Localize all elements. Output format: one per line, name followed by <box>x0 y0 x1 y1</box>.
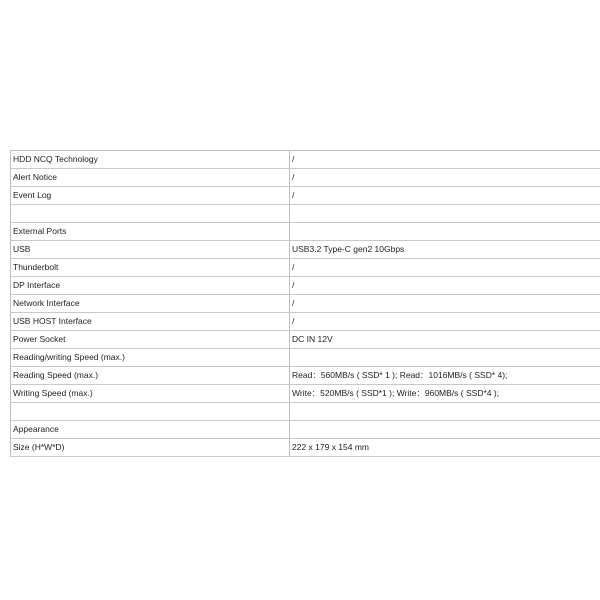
row-value: / <box>289 259 600 276</box>
row-value: / <box>289 295 600 312</box>
table-row-spacer <box>10 205 600 223</box>
table-row <box>10 277 600 295</box>
row-value: Read：560MB/s ( SSD* 1 ); Read：1016MB/s ( SSD* 4); <box>289 367 600 384</box>
table-section-header <box>10 421 600 439</box>
table-row <box>10 241 600 259</box>
row-value: DC IN 12V <box>289 331 600 348</box>
section-title-speed: Reading/writing Speed (max.) <box>10 349 289 366</box>
section-title-appearance: Appearance <box>10 421 289 438</box>
row-value: USB3.2 Type-C gen2 10Gbps <box>289 241 600 258</box>
row-value: Write：520MB/s ( SSD*1 ); Write：960MB/s ( SSD*4 ); <box>289 385 600 402</box>
row-value: / <box>289 277 600 294</box>
row-value: / <box>289 187 600 204</box>
table-row <box>10 439 600 457</box>
table-row <box>10 367 600 385</box>
table-row <box>10 151 600 169</box>
table-row <box>10 385 600 403</box>
row-label: Power Socket <box>10 331 289 348</box>
row-value <box>289 403 600 420</box>
table-section-header <box>10 349 600 367</box>
row-label: USB HOST Interface <box>10 313 289 330</box>
row-value <box>289 205 600 222</box>
row-label: Thunderbolt <box>10 259 289 276</box>
table-row <box>10 295 600 313</box>
row-label: Size (H*W*D) <box>10 439 289 456</box>
row-label: Event Log <box>10 187 289 204</box>
table-row <box>10 313 600 331</box>
row-value: 222 x 179 x 154 mm <box>289 439 600 456</box>
table-row <box>10 169 600 187</box>
row-label: USB <box>10 241 289 258</box>
row-value: / <box>289 313 600 330</box>
row-label: HDD NCQ Technology <box>10 151 289 168</box>
row-value: / <box>289 151 600 168</box>
row-value <box>289 349 600 366</box>
row-label <box>10 205 289 222</box>
row-label: Network Interface <box>10 295 289 312</box>
table-row <box>10 331 600 349</box>
section-title-external-ports: External Ports <box>10 223 289 240</box>
row-label <box>10 403 289 420</box>
row-value <box>289 421 600 438</box>
spec-table <box>10 150 600 457</box>
table-row <box>10 187 600 205</box>
table-section-header <box>10 223 600 241</box>
table-row <box>10 259 600 277</box>
row-label: Writing Speed (max.) <box>10 385 289 402</box>
table-row-spacer <box>10 403 600 421</box>
row-label: Reading Speed (max.) <box>10 367 289 384</box>
row-label: DP Interface <box>10 277 289 294</box>
row-value <box>289 223 600 240</box>
row-label: Alert Notice <box>10 169 289 186</box>
row-value: / <box>289 169 600 186</box>
